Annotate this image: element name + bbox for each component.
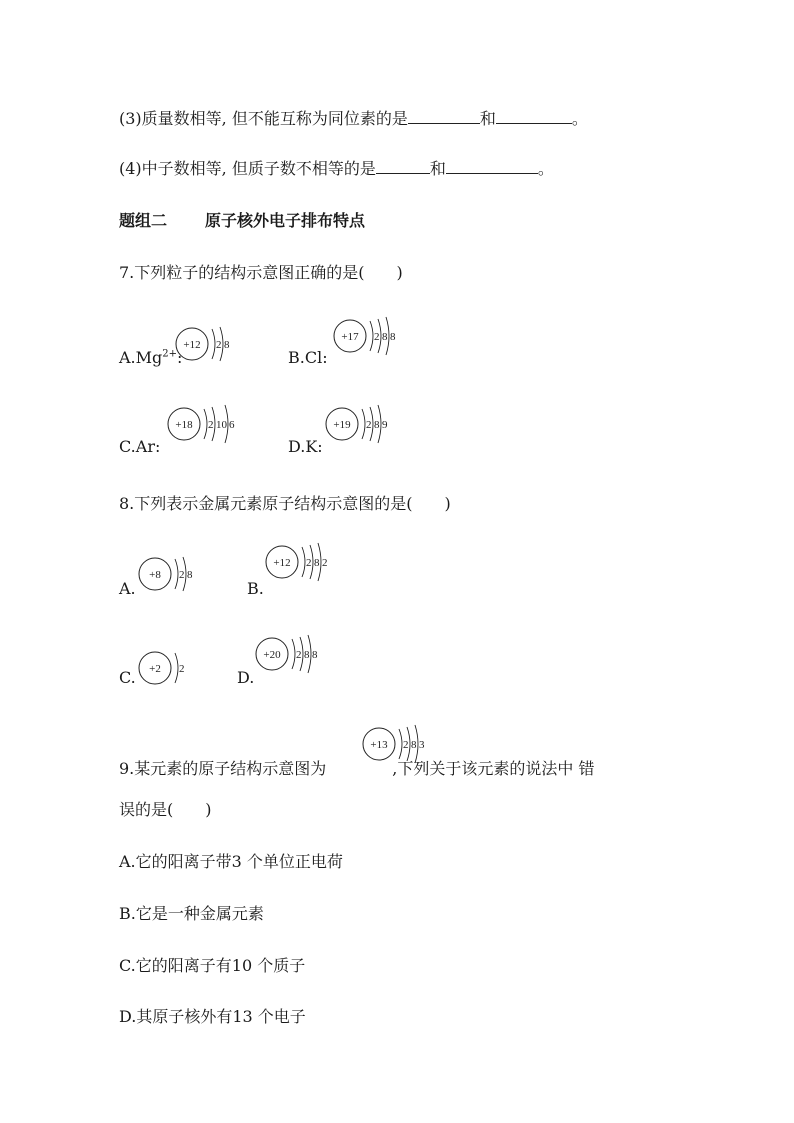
shell-electron-count: 2: [296, 649, 302, 661]
electron-shell-arc: [362, 409, 365, 439]
nucleus-charge: +19: [333, 419, 351, 431]
answer-blank[interactable]: [496, 109, 572, 124]
shell-electron-count: 8: [312, 649, 318, 661]
shell-electron-count: 2: [179, 569, 185, 581]
shell-electron-count: 2: [179, 663, 185, 675]
shell-electron-count: 8: [314, 557, 320, 569]
nucleus-charge: +2: [149, 663, 161, 675]
q6-item4: [119, 156, 554, 179]
q9-stem-line1: 9.某元素的原子结构示意图为 ,下列关于该元素的说法中 错: [119, 759, 595, 778]
atom-diagram-q7-d: [324, 402, 404, 448]
q9-option-c[interactable]: C.它的阳离子有10 个质子: [119, 956, 306, 975]
shell-electron-count: 2: [306, 557, 312, 569]
q9-option-a[interactable]: A.它的阳离子带3 个单位正电荷: [119, 852, 343, 871]
section-heading: [119, 208, 365, 231]
atom-diagram-q8-b: [264, 540, 344, 586]
q8-stem: 8.下列表示金属元素原子结构示意图的是( ): [119, 494, 451, 513]
shell-electron-count: 2: [366, 419, 372, 431]
shell-electron-count: 8: [304, 649, 310, 661]
shell-electron-count: 2: [216, 339, 222, 351]
q9-option-d[interactable]: D.其原子核外有13 个电子: [119, 1007, 306, 1026]
nucleus-charge: +12: [183, 339, 201, 351]
electron-shell-arc: [370, 321, 373, 351]
answer-blank[interactable]: [408, 109, 480, 124]
shell-electron-count: 2: [403, 739, 409, 751]
q7-option-a-label[interactable]: $A.Mg^{2+}$:: [119, 348, 183, 367]
nucleus-charge: +13: [370, 739, 388, 751]
period-text: 。: [537, 159, 554, 178]
q8-option-c-label[interactable]: C.: [119, 668, 136, 687]
q6-item3-text: (3)质量数相等, 但不能互称为同位素的是: [119, 109, 408, 128]
shell-electron-count: 8: [374, 419, 380, 431]
answer-blank[interactable]: [376, 159, 430, 174]
electron-shell-arc: [175, 653, 178, 683]
shell-electron-count: 2: [374, 331, 380, 343]
atom-diagram-q8-c: [137, 646, 187, 686]
shell-electron-count: 2: [322, 557, 328, 569]
q7-stem: 7.下列粒子的结构示意图正确的是( ): [119, 263, 403, 282]
period-text: 。: [571, 109, 588, 128]
section-title: 原子核外电子排布特点: [205, 211, 366, 230]
electron-shell-arc: [302, 547, 305, 577]
shell-electron-count: 8: [390, 331, 396, 343]
section-group: 题组二: [119, 211, 168, 230]
q9-stem-line2: 误的是( ): [119, 800, 212, 819]
shell-electron-count: 8: [224, 339, 230, 351]
electron-shell-arc: [212, 329, 215, 359]
electron-shell-arc: [399, 729, 402, 759]
q6-item3: [119, 106, 588, 129]
q7-option-d-label[interactable]: D.K:: [288, 437, 323, 456]
q8-option-a-label[interactable]: A.: [119, 579, 136, 598]
atom-diagram-q9: [361, 722, 441, 770]
atom-diagram-q7-b: [332, 314, 412, 360]
nucleus-charge: +12: [273, 557, 291, 569]
atom-diagram-q7-c: [166, 402, 246, 448]
electron-shell-arc: [175, 559, 178, 589]
shell-electron-count: 8: [382, 331, 388, 343]
electron-shell-arc: [292, 639, 295, 669]
shell-electron-count: 2: [208, 419, 214, 431]
shell-electron-count: 6: [229, 419, 235, 431]
shell-electron-count: 10: [216, 419, 227, 431]
answer-blank[interactable]: [446, 159, 538, 174]
and-text: 和: [429, 159, 446, 178]
atom-diagram-q8-d: [254, 632, 334, 678]
shell-electron-count: 9: [382, 419, 388, 431]
shell-electron-count: 8: [411, 739, 417, 751]
nucleus-charge: +18: [175, 419, 193, 431]
q7-option-b-label[interactable]: B.Cl:: [288, 348, 328, 367]
q6-item4-text: (4)中子数相等, 但质子数不相等的是: [119, 159, 376, 178]
q9-option-b[interactable]: B.它是一种金属元素: [119, 904, 264, 923]
nucleus-charge: +8: [149, 569, 161, 581]
nucleus-charge: +17: [341, 331, 359, 343]
shell-electron-count: 3: [419, 739, 425, 751]
electron-shell-arc: [204, 409, 207, 439]
atom-diagram-q8-a: [137, 552, 203, 596]
q7-option-c-label[interactable]: C.Ar:: [119, 437, 161, 456]
shell-electron-count: 8: [187, 569, 193, 581]
q8-option-b-label[interactable]: B.: [247, 579, 264, 598]
and-text: 和: [479, 109, 496, 128]
nucleus-charge: +20: [263, 649, 281, 661]
q8-option-d-label[interactable]: D.: [237, 668, 255, 687]
atom-diagram-q7-a: [174, 322, 244, 366]
